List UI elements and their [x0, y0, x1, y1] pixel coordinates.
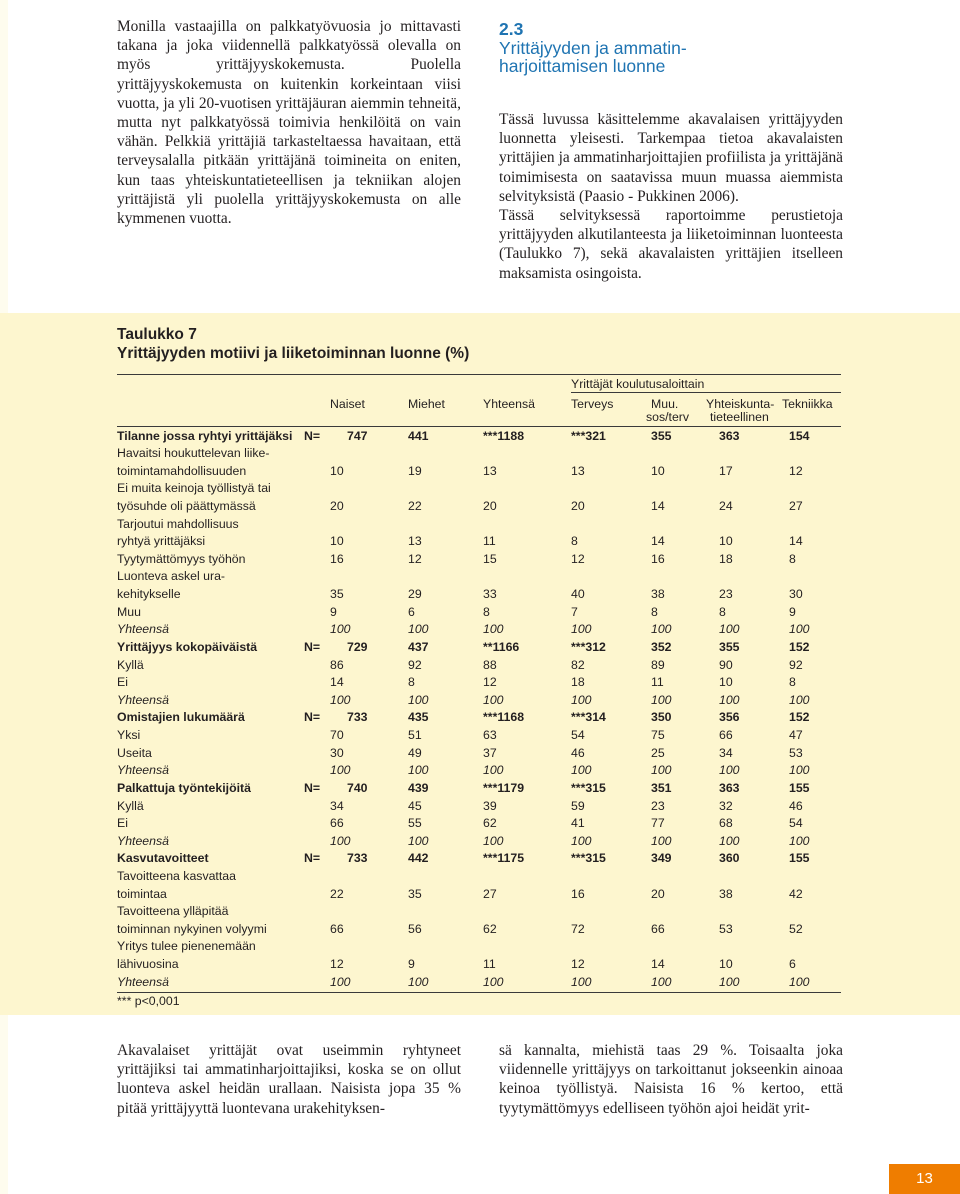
table-row [117, 533, 841, 551]
table-cell: 100 [483, 974, 504, 989]
row-label: toimintaa [117, 886, 167, 901]
table-cell: 100 [719, 622, 740, 637]
table-cell: 82 [571, 657, 585, 672]
row-label: lähivuosina [117, 957, 179, 972]
table-cell: 100 [571, 622, 592, 637]
table-cell: ***312 [571, 639, 606, 654]
table-cell: 8 [719, 604, 726, 619]
table-cell: 14 [651, 957, 665, 972]
col-yhteensa: Yhteensä [483, 397, 535, 411]
table-cell: 7 [571, 604, 578, 619]
table-total-row [117, 762, 841, 780]
table-cell: 77 [651, 816, 665, 831]
table-cell: 155 [789, 851, 810, 866]
table-row [117, 674, 841, 692]
table-cell: 100 [651, 692, 672, 707]
table-cell: 34 [330, 798, 344, 813]
table-total-row [117, 692, 841, 710]
table-cell: 10 [651, 463, 665, 478]
row-label: Ei [117, 816, 128, 831]
table-cell: 51 [408, 728, 422, 743]
col-miehet: Miehet [408, 397, 445, 411]
table-row [117, 604, 841, 622]
table-cell: 89 [651, 657, 665, 672]
table-cell: 8 [483, 604, 490, 619]
table-cell: 56 [408, 921, 422, 936]
table-cell: 22 [330, 886, 344, 901]
table-total-row [117, 974, 841, 992]
table-cell: 54 [571, 728, 585, 743]
row-label: Muu [117, 604, 141, 619]
group-header-rule [571, 392, 841, 393]
table-cell: 18 [719, 551, 733, 566]
table-cell: 100 [651, 833, 672, 848]
table-cell: 39 [483, 798, 497, 813]
table-cell: 54 [789, 816, 803, 831]
table-row [117, 868, 841, 886]
table-cell: 12 [571, 551, 585, 566]
table-cell: 10 [719, 675, 733, 690]
table-cell: 66 [330, 816, 344, 831]
table-cell: 70 [330, 728, 344, 743]
table-cell: 13 [408, 534, 422, 549]
table-cell: ***1175 [483, 851, 525, 866]
body-text-bottom-left: Akavalaiset yrittäjät ovat useimmin ryhtyneet yrittäjiksi tai ammatinharjoittajiksi, koska se on ollut luonteva askel heidän urallaan. Naisista jopa 35 % pitää yrittäjyyttä luontevana urakehityksen- [117, 1042, 461, 1117]
table-cell: 442 [408, 851, 429, 866]
table-cell: 90 [719, 657, 733, 672]
table-cell: 9 [408, 957, 415, 972]
table-cell: 23 [651, 798, 665, 813]
table-footnote: *** p<0,001 [117, 994, 180, 1009]
table-cell: 29 [408, 587, 422, 602]
table-cell: ***1188 [483, 428, 525, 443]
section-number: 2.3 [499, 19, 524, 39]
table-cell: 100 [719, 974, 740, 989]
table-cell: 25 [651, 745, 665, 760]
table-cell: 100 [571, 833, 592, 848]
table-cell: 363 [719, 780, 740, 795]
table-row [117, 480, 841, 498]
table-cell: 35 [408, 886, 422, 901]
table-row [117, 445, 841, 463]
col-muu-sub: sos/terv [646, 410, 690, 424]
table-cell: 152 [789, 710, 810, 725]
col-yhteiskunta: Yhteiskunta- [706, 397, 775, 411]
table-cell: 12 [789, 463, 803, 478]
table-cell: 20 [483, 498, 497, 513]
row-label: Yksi [117, 728, 141, 743]
table-cell: 10 [330, 534, 344, 549]
table-cell: ***321 [571, 428, 606, 443]
table-cell: ***1168 [483, 710, 525, 725]
n-label: N= [304, 851, 321, 866]
table-cell: 62 [483, 816, 497, 831]
row-label: Yrittäjyys kokopäiväistä [117, 639, 258, 654]
table-cell: 45 [408, 798, 422, 813]
table-cell: 435 [408, 710, 429, 725]
table-cell: ***314 [571, 710, 606, 725]
table-title: Taulukko 7 Yrittäjyyden motiivi ja liiketoiminnan luonne (%) [117, 326, 470, 362]
table-cell: 35 [330, 587, 344, 602]
table-row [117, 745, 841, 763]
row-label: toimintamahdollisuuden [117, 463, 247, 478]
table-cell: 92 [789, 657, 803, 672]
table-cell: 63 [483, 728, 497, 743]
table-cell: 11 [483, 957, 496, 972]
col-yhteiskunta-sub: tieteellinen [710, 410, 769, 424]
table-row [117, 938, 841, 956]
table-row [117, 657, 841, 675]
row-label: Tavoitteena kasvattaa [117, 869, 236, 883]
table-row [117, 903, 841, 921]
body-text-top-right: Tässä luvussa käsittelemme akavalaisen yrittäjyyden luonnetta yleisesti. Tarkempaa tietoa akavalaisten yrittäjien ja ammatinharjoittajien profiilista ja yrittäjänä toimimisesta on saatavissa muun muassa aiemmista selvityksistä (Paasio - Pukkinen 2006). Tässä selvityksessä raportoimme perustietoja yrittäjyyden alkutilanteesta ja liiketoiminnan luonteesta (Taulukko 7), sekä akavalaisten yrittäjien itselleen maksamista osingoista. [499, 111, 843, 282]
table-cell: 49 [408, 745, 422, 760]
col-tekniikka: Tekniikka [782, 397, 833, 411]
table-cell: 10 [330, 463, 344, 478]
table-cell: 88 [483, 657, 497, 672]
table-cell: 10 [719, 957, 733, 972]
n-label: N= [304, 639, 321, 654]
row-label: Tyytymättömyys työhön [117, 551, 246, 566]
table-cell: 6 [408, 604, 415, 619]
table-cell: 100 [789, 974, 810, 989]
table-top-rule [117, 374, 841, 375]
table-cell: 72 [571, 921, 585, 936]
table-cell: 12 [330, 957, 344, 972]
table-cell: 8 [651, 604, 658, 619]
table-cell: 53 [719, 921, 733, 936]
table-cell: 100 [571, 974, 592, 989]
section-title-line-1: Yrittäjyyden ja ammatin- [499, 37, 687, 58]
table-cell: 100 [408, 763, 429, 778]
table-cell: 11 [483, 534, 496, 549]
table-cell: 355 [651, 428, 672, 443]
row-label: Useita [117, 745, 152, 760]
row-label: Yritys tulee pienenemään [117, 939, 256, 954]
table-row [117, 498, 841, 516]
table-cell: 360 [719, 851, 740, 866]
table-cell: 14 [789, 534, 803, 549]
table-cell: 30 [789, 587, 803, 602]
table-group-header-row [117, 709, 841, 727]
table-cell: 19 [408, 463, 422, 478]
table-cell: 34 [719, 745, 733, 760]
table-cell: 729 [347, 639, 368, 654]
row-label: Kyllä [117, 657, 144, 672]
table-cell: 350 [651, 710, 672, 725]
section-heading [499, 20, 843, 76]
table-cell: 62 [483, 921, 497, 936]
table-cell: 439 [408, 780, 429, 795]
table-cell: 355 [719, 639, 740, 654]
table-row [117, 568, 841, 586]
table-row [117, 798, 841, 816]
table-cell: 351 [651, 780, 672, 795]
section-title-line-2: harjoittamisen luonne [499, 56, 666, 76]
row-label: Yhteensä [117, 622, 169, 637]
table-cell: 32 [719, 798, 733, 813]
table-cell: 16 [651, 551, 665, 566]
table-cell: 27 [483, 886, 497, 901]
table-cell: 23 [719, 587, 733, 602]
table-cell: 100 [408, 974, 429, 989]
table-cell: 11 [651, 675, 664, 690]
row-label: ryhtyä yrittäjäksi [117, 534, 206, 549]
table-cell: 53 [789, 745, 803, 760]
row-label: Ei muita keinoja työllistyä tai [117, 481, 271, 496]
row-label: Yhteensä [117, 763, 169, 778]
table-group-header-row [117, 428, 841, 446]
table-cell: 17 [719, 463, 733, 478]
table-cell: 8 [408, 675, 415, 690]
table-cell: 100 [330, 833, 351, 848]
table-cell: 66 [651, 921, 665, 936]
table-cell: 66 [719, 728, 733, 743]
table-cell: 47 [789, 728, 803, 743]
table-cell: 100 [571, 692, 592, 707]
table-cell: 20 [651, 886, 665, 901]
body-text-top-left: Monilla vastaajilla on palkkatyövuosia jo mittavasti takana ja joka viidennellä palkkatyössä olevalla on myös yrittäjyyskokemusta. Puolella yrittäjyyskokemusta on kuitenkin korkeintaan viisi vuotta, ja yli 20-vuotisen yrittäjäuran aiemmin tehneitä, mutta nyt palkkatyössä toimivia henkilöitä on vain vähän. Pelkkiä yrittäjiä tarkasteltaessa havaitaan, että terveysalalla pitkään yrittäjänä toimineita on eniten, kun taas yhteiskuntatieteellisen ja tekniikan alojen yrittäjistä yli puolella yrittäjyyskokemusta on alle kymmenen vuotta. [117, 18, 461, 228]
table-cell: 100 [571, 763, 592, 778]
row-label: Ei [117, 675, 128, 690]
table-cell: 100 [719, 763, 740, 778]
table-cell: 100 [789, 763, 810, 778]
table-cell: ***315 [571, 851, 606, 866]
table-cell: 40 [571, 587, 585, 602]
table-cell: 33 [483, 587, 497, 602]
table-cell: 14 [330, 675, 344, 690]
table-cell: 12 [483, 675, 497, 690]
table-cell: 46 [571, 745, 585, 760]
page-number: 13 [889, 1164, 960, 1194]
row-label: Kyllä [117, 798, 144, 813]
table-cell: 10 [719, 534, 733, 549]
table-row [117, 551, 841, 569]
table-cell: 100 [651, 622, 672, 637]
table-cell: 20 [571, 498, 585, 513]
row-label: Havaitsi houkuttelevan liike- [117, 446, 270, 461]
table-row [117, 586, 841, 604]
table-row [117, 463, 841, 481]
table-cell: 733 [347, 710, 368, 725]
table-cell: 27 [789, 498, 803, 513]
n-label: N= [304, 428, 321, 443]
row-label: Tarjoutui mahdollisuus [117, 516, 239, 531]
table-cell: 59 [571, 798, 585, 813]
table-cell: 12 [571, 957, 585, 972]
table-cell: 100 [408, 833, 429, 848]
table-cell: 154 [789, 428, 810, 443]
table-cell: 14 [651, 534, 665, 549]
table-cell: 24 [719, 498, 733, 513]
table-cell: 16 [571, 886, 585, 901]
table-cell: 52 [789, 921, 803, 936]
table-total-row [117, 833, 841, 851]
table-row [117, 815, 841, 833]
table-cell: 100 [330, 763, 351, 778]
table-cell: 18 [571, 675, 585, 690]
table-total-row [117, 621, 841, 639]
row-label: Tilanne jossa ryhtyi yrittäjäksi [117, 428, 293, 443]
table-cell: 100 [719, 692, 740, 707]
body-text-bottom-right: sä kannalta, miehistä taas 29 %. Toisaalta joka viidennelle yrittäjyys on tarkoittanut jokseenkin ainoaa keinoa työllistyä. Naisista 16 % kertoo, että tyytymättömyys edelliseen työhön ajoi heidät yrit- [499, 1042, 843, 1117]
row-label: Yhteensä [117, 692, 169, 707]
table-cell: 100 [330, 622, 351, 637]
table-cell: 16 [330, 551, 344, 566]
table-cell: 9 [330, 604, 337, 619]
table-cell: 349 [651, 851, 672, 866]
row-label: Palkattuja työntekijöitä [117, 780, 251, 795]
table-cell: 68 [719, 816, 733, 831]
table-cell: 100 [789, 622, 810, 637]
table-cell: 13 [483, 463, 497, 478]
n-label: N= [304, 780, 321, 795]
table-cell: 37 [483, 745, 497, 760]
table-row [117, 921, 841, 939]
table-cell: ***315 [571, 780, 606, 795]
table-cell: 155 [789, 780, 810, 795]
table-cell: 733 [347, 851, 368, 866]
table-cell: 66 [330, 921, 344, 936]
table-cell: 100 [789, 833, 810, 848]
table-cell: 6 [789, 957, 796, 972]
table-cell: 100 [651, 974, 672, 989]
row-label: Yhteensä [117, 974, 169, 989]
row-label: Tavoitteena ylläpitää [117, 904, 229, 919]
table-cell: 55 [408, 816, 422, 831]
table-cell: 8 [571, 534, 578, 549]
table-group-header-row [117, 850, 841, 868]
table-cell: 100 [651, 763, 672, 778]
table-cell: 356 [719, 710, 740, 725]
table-cell: 100 [719, 833, 740, 848]
table-cell: 75 [651, 728, 665, 743]
table-cell: 9 [789, 604, 796, 619]
col-muu: Muu. [651, 397, 679, 411]
group-header: Yrittäjät koulutusaloittain [571, 377, 705, 391]
table-group-header-row [117, 780, 841, 798]
row-label: Luonteva askel ura- [117, 569, 226, 584]
table-cell: 100 [483, 692, 504, 707]
col-terveys: Terveys [571, 397, 614, 411]
table-cell: 100 [408, 622, 429, 637]
table-cell: 38 [651, 587, 665, 602]
table-cell: 92 [408, 657, 422, 672]
table-cell: 12 [408, 551, 422, 566]
table-cell: 8 [789, 675, 796, 690]
table-cell: 38 [719, 886, 733, 901]
table-bottom-rule [117, 992, 841, 993]
table-cell: 86 [330, 657, 344, 672]
table-cell: 42 [789, 886, 803, 901]
table-group-header-row [117, 639, 841, 657]
table-cell: 41 [571, 816, 585, 831]
row-label: Kasvutavoitteet [117, 851, 209, 866]
table-cell: ***1179 [483, 780, 525, 795]
table-cell: 152 [789, 639, 810, 654]
row-label: toiminnan nykyinen volyymi [117, 921, 267, 936]
table-cell: 100 [330, 692, 351, 707]
table-cell: 100 [330, 974, 351, 989]
table-cell: 747 [347, 428, 368, 443]
table-cell: **1166 [483, 639, 520, 654]
table-cell: 100 [408, 692, 429, 707]
table-cell: 352 [651, 639, 672, 654]
table-cell: 740 [347, 780, 368, 795]
table-cell: 13 [571, 463, 585, 478]
table-cell: 100 [483, 622, 504, 637]
table-row [117, 886, 841, 904]
table-row [117, 956, 841, 974]
table-cell: 8 [789, 551, 796, 566]
n-label: N= [304, 710, 321, 725]
table-cell: 15 [483, 551, 497, 566]
row-label: työsuhde oli päättymässä [117, 498, 256, 513]
table-row [117, 516, 841, 534]
table-cell: 20 [330, 498, 344, 513]
table-cell: 22 [408, 498, 422, 513]
row-label: kehitykselle [117, 587, 181, 602]
col-naiset: Naiset [330, 397, 365, 411]
table-cell: 437 [408, 639, 429, 654]
table-cell: 363 [719, 428, 740, 443]
table-cell: 100 [483, 763, 504, 778]
row-label: Yhteensä [117, 833, 169, 848]
table-cell: 100 [483, 833, 504, 848]
table-cell: 14 [651, 498, 665, 513]
table-cell: 100 [789, 692, 810, 707]
table-cell: 441 [408, 428, 429, 443]
table-row [117, 727, 841, 745]
table-cell: 30 [330, 745, 344, 760]
row-label: Omistajien lukumäärä [117, 710, 245, 725]
table-cell: 46 [789, 798, 803, 813]
